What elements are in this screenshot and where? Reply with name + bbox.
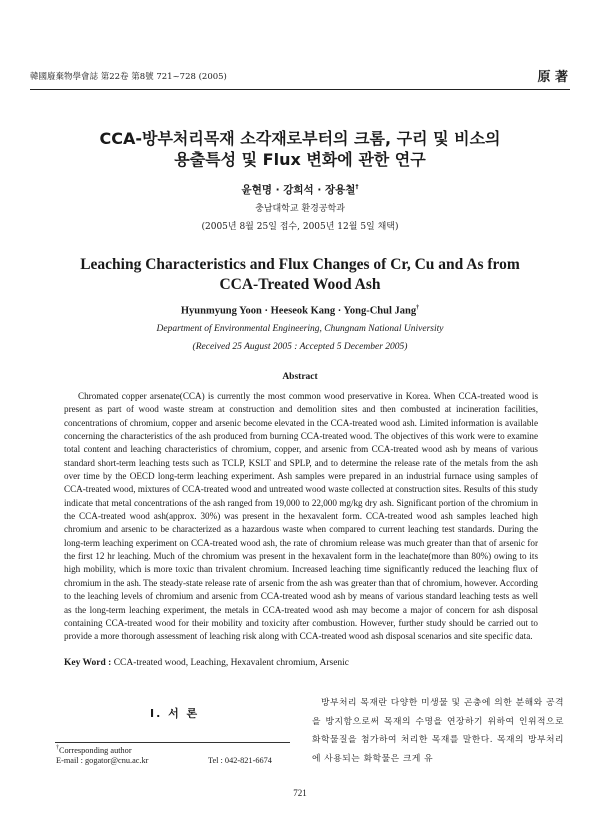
english-title-line-1: Leaching Characteristics and Flux Changes of Cr, Cu and As from xyxy=(80,256,520,273)
corresponding-mark: † xyxy=(355,183,359,191)
abstract-heading: Abstract xyxy=(282,372,318,382)
korean-dates: (2005년 8월 25일 접수, 2005년 12월 5일 채택) xyxy=(201,222,399,232)
korean-authors-text: 윤현명 · 강희석 · 장용철 xyxy=(241,184,356,196)
keywords-line xyxy=(64,658,349,668)
footnote-corresponding-text: Corresponding author xyxy=(59,745,132,755)
header-rule xyxy=(30,89,570,90)
keywords-text: CCA-treated wood, Leaching, Hexavalent chromium, Arsenic xyxy=(113,658,350,668)
article-type-label: 原 著 xyxy=(537,70,568,85)
english-department: Department of Environmental Engineering, Chungnam National University xyxy=(156,324,444,334)
english-authors-text: Hyunmyung Yoon · Heeseok Kang · Yong-Chul Jang xyxy=(180,305,417,317)
corresponding-mark-en: † xyxy=(416,305,420,311)
korean-authors xyxy=(0,182,600,197)
footnote-email: E-mail : gogator@cnu.ac.kr xyxy=(56,756,149,765)
footnote-corresponding xyxy=(56,745,132,755)
introduction-text: 방부처리 목재란 다양한 미생물 및 곤충에 의한 분해와 공격을 방지함으로써 목재의 수명을 연장하기 위하여 인위적으로 화학물질을 첨가하여 처리한 목재를 말한다. 목재의 방부처리에 사용되는 화학물은 크게 유 xyxy=(312,698,564,764)
page-number: 721 xyxy=(293,788,307,798)
english-title-line-2: CCA-Treated Wood Ash xyxy=(219,276,381,293)
english-authors xyxy=(0,305,600,317)
korean-title-line-1: CCA-방부처리목재 소각재로부터의 크롬, 구리 및 비소의 xyxy=(99,129,501,148)
footnote-rule xyxy=(55,742,290,743)
korean-title-line-2: 용출특성 및 Flux 변화에 관한 연구 xyxy=(174,150,426,169)
footnote-mark: † xyxy=(56,745,59,751)
journal-citation: 韓國廢棄物學會誌 第22卷 第8號 721~728 (2005) xyxy=(30,72,227,82)
section-heading-introduction: I. 서 론 xyxy=(150,707,200,720)
abstract-body: Chromated copper arsenate(CCA) is currently the most common wood preservative in Korea. When CCA-treated wood is present as part of wood waste stream at construction and demolition sites and then combusted at incineration facilities, concentrations of chromium, copper and arsenic become elevated in the CCA-treated wood ash. Limited information is available concerning the characteristics of the ash produced from burning CCA-treated wood. The objectives of this work were to examine total content and leaching characteristics of chromium, copper, and arsenic from CCA-treated wood ash by means of various standard short-term leaching tests such as TCLP, KSLT and SPLP, and to determine the release rate of the metals from the ash over time by the OECD long-term leaching experiment. Ash samples were prepared in an industrial furnace using samples of CCA-treated wood, mixtures of CCA-treated wood and untreated wood waste collected at construction sites. Results of this study indicate that metal concentrations of the ash ranged from 19,000 to 22,000 mg/kg dry ash. Significant portion of the chromium in the CCA-treated wood ash(approx. 30%) was present in the hexavalent form. CCA-treated wood ash samples leached high chromium and arsenic to be characterized as a hazardous waste when compared to current leaching test standards. During the long-term leaching experiment on CCA-treated wood ash, the rate of chromium release was much greater than that of arsenic for the first 12 hr leaching. Much of the chromium was present in the hexavalent form in the leachate(more than 80%) owing to its high mobility, which is more toxic than trivalent chromium. Increased leaching time significantly reduced the leaching flux of chromium in the ash. The steady-state release rate of arsenic from the ash was greater than that of chromium, however. According to the leaching levels of chromium and arsenic from CCA-treated wood ash by means of various standard leaching tests as well as the long-term leaching experiment, the metals in CCA-treated wood ash may become a major of concern for ash disposal containing CCA-treated wood for their mobility and toxicity after combustion. However, further study should be carried out to provide a more thorough assessment of leaching risk along with CCA-treated wood ash disposal scenarios and site specific data. xyxy=(64,391,538,642)
korean-affiliation: 충남대학교 환경공학과 xyxy=(255,204,345,214)
footnote-tel: Tel : 042-821-6674 xyxy=(208,756,272,765)
english-received-dates: (Received 25 August 2005 : Accepted 5 December 2005) xyxy=(192,342,408,352)
keywords-label: Key Word : xyxy=(64,658,112,668)
